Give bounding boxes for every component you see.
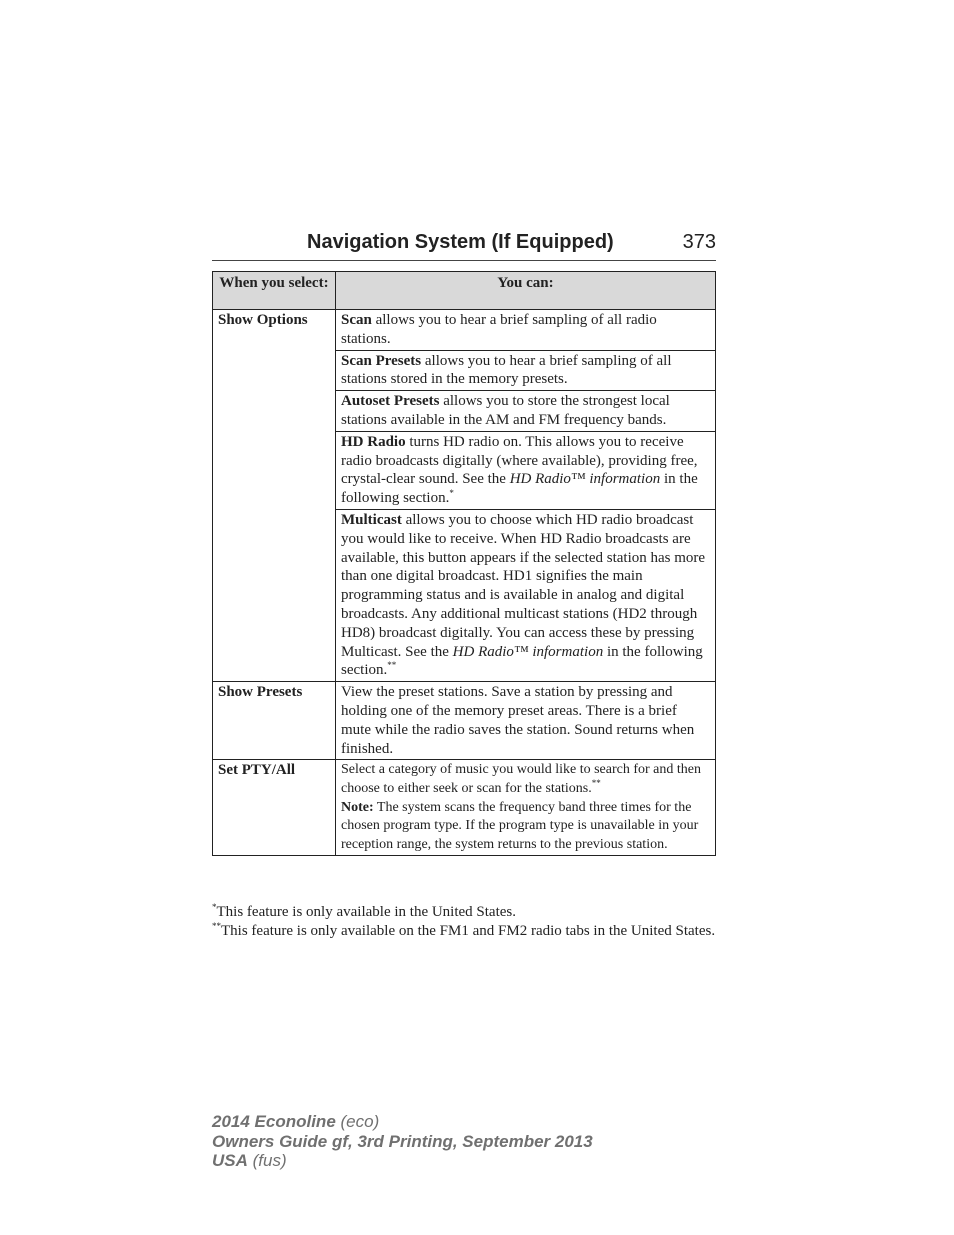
cell-autoset-presets [336, 391, 716, 432]
page-header [212, 230, 716, 261]
desc-set-pty: Select a category of music you would like to search for and then choose to either seek or scan for the stations. [341, 762, 701, 796]
cell-hd-radio [336, 431, 716, 509]
ref-hd-radio-info: HD Radio™ information [509, 471, 661, 488]
table-row [213, 682, 716, 760]
note-text: The system scans the frequency band three times for the chosen program type. If the program type is unavailable in your reception range, the system returns to the previous station. [341, 799, 699, 852]
row-label-show-options: Show Options [213, 310, 336, 682]
cell-multicast [336, 509, 716, 681]
column-header-when-you-select: When you select: [213, 272, 336, 310]
term-multicast: Multicast [341, 511, 402, 528]
term-hd-radio: HD Radio [341, 433, 406, 450]
page-footer [212, 1112, 712, 1171]
cell-scan [336, 310, 716, 351]
footnote-text: This feature is only available in the United States. [216, 904, 517, 920]
footer-line-1 [212, 1112, 712, 1132]
desc-scan: allows you to hear a brief sampling of all radio stations. [341, 312, 657, 347]
desc-hd-radio: turns HD radio on. This allows you to receive radio broadcasts digitally (where available), providing free, crystal-clear sound. See the [341, 433, 698, 488]
footer-line-3 [212, 1151, 712, 1171]
term-scan-presets: Scan Presets [341, 352, 422, 369]
note-label: Note: [341, 799, 374, 815]
page-number: 373 [682, 231, 716, 253]
radio-options-table [212, 271, 716, 856]
desc-scan-presets: allows you to hear a brief sampling of all stations stored in the memory presets. [341, 352, 672, 388]
footnotes [212, 903, 716, 941]
cell-scan-presets [336, 350, 716, 391]
ref-hd-radio-info: HD Radio™ information [452, 643, 604, 660]
desc-multicast: allows you to choose which HD radio broadcast you would like to receive. When HD Radio broadcasts are available, this button appears if the selected station has more than one digital broadcast. HD1 signifies the main programming status and is available in analog and digital broadcasts. Any additional multicast stations (HD2 through HD8) broadcast digitally. You can access these by pressing Multicast. See the [341, 511, 706, 660]
section-title: Navigation System (If Equipped) [307, 231, 614, 253]
table-row [213, 760, 716, 856]
row-label-set-pty: Set PTY/All [213, 760, 336, 856]
footnote-mark: * [212, 902, 217, 912]
footnote-mark: ** [591, 777, 601, 788]
table-row [213, 310, 716, 351]
footnote-mark: ** [212, 920, 221, 931]
footer-market: USA [212, 1151, 248, 1170]
row-label-show-presets: Show Presets [213, 682, 336, 760]
footnote-mark: * [449, 488, 454, 499]
desc-autoset-presets: allows you to store the strongest local stations available in the AM and FM frequency bands. [341, 393, 670, 428]
cell-show-presets: View the preset stations. Save a station by pressing and holding one of the memory preset areas. There is a brief mute while the radio saves the station. Sound returns when finished. [336, 682, 716, 760]
footnote-text: This feature is only available on the FM1 and FM2 radio tabs in the United States. [221, 922, 716, 939]
term-autoset-presets: Autoset Presets [341, 393, 440, 410]
footer-model-code: (eco) [335, 1112, 380, 1131]
footer-market-code: (fus) [247, 1151, 287, 1170]
column-header-you-can: You can: [336, 272, 716, 310]
footnote-1 [212, 903, 716, 922]
cell-set-pty [336, 760, 716, 856]
footnote-2 [212, 922, 716, 941]
table-header-row [213, 272, 716, 310]
footer-model: 2014 Econoline [212, 1112, 336, 1131]
term-scan: Scan [341, 312, 372, 328]
footer-line-2: Owners Guide gf, 3rd Printing, September 2013 [212, 1131, 593, 1151]
footnote-mark: ** [387, 660, 397, 671]
desc-hd-radio-end: in the following section. [341, 471, 698, 507]
desc-multicast-end: in the following section. [341, 643, 703, 679]
